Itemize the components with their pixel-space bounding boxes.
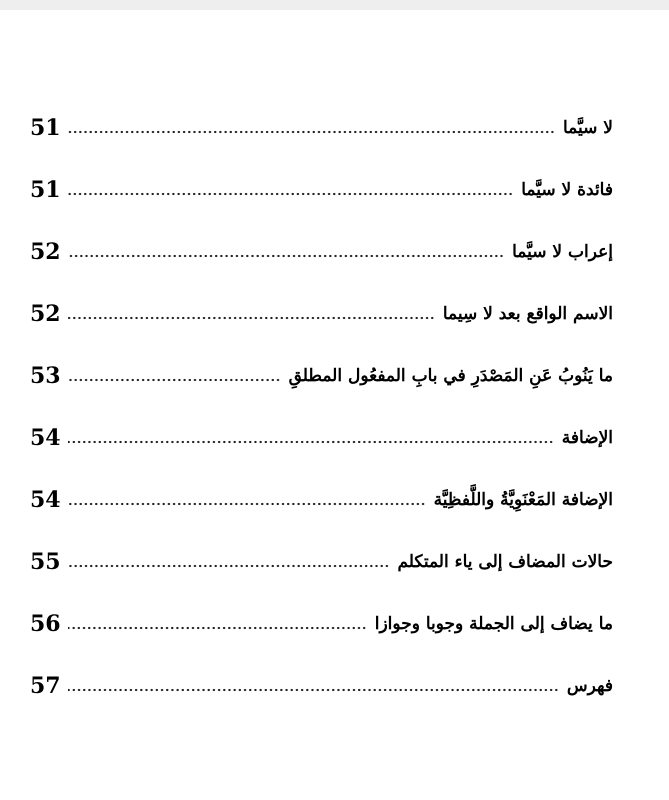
dot-leader <box>68 118 555 138</box>
toc-page-number: 52 <box>30 301 61 327</box>
toc-entry-title: حالات المضاف إلى ياء المتكلم <box>397 552 613 572</box>
toc-page-number: 57 <box>30 673 61 699</box>
toc-entry[interactable] <box>30 407 613 469</box>
top-bar <box>0 0 669 10</box>
toc-entry-title: ما يضاف إلى الجملة وجوبا وجوازا <box>374 614 613 634</box>
toc-entry-title: فائدة لا سيَّما <box>521 180 613 200</box>
toc-page-number: 53 <box>30 363 61 389</box>
dot-leader <box>68 490 426 510</box>
dot-leader <box>68 552 389 572</box>
toc-page-number: 52 <box>30 239 61 265</box>
toc-page-number: 51 <box>30 115 61 141</box>
dot-leader <box>68 180 513 200</box>
toc-entry[interactable] <box>30 221 613 283</box>
toc-entry[interactable] <box>30 283 613 345</box>
toc-entry-title: الإضافة المَعْنَوِيَّةُ واللَّفظِيَّة <box>433 490 613 510</box>
toc-entry[interactable] <box>30 345 613 407</box>
dot-leader <box>68 304 435 324</box>
toc-entry[interactable] <box>30 593 613 655</box>
toc-entry[interactable] <box>30 531 613 593</box>
toc-page-number: 54 <box>30 487 61 513</box>
toc-entry-title: فهرس <box>566 676 613 696</box>
dot-leader <box>68 614 367 634</box>
dot-leader <box>68 242 504 262</box>
toc-entry[interactable] <box>30 97 613 159</box>
toc-entry-title: لا سيَّما <box>563 118 613 138</box>
toc-entry[interactable] <box>30 655 613 717</box>
toc-entry-title: إعراب لا سيَّما <box>512 242 613 262</box>
toc-page-number: 51 <box>30 177 61 203</box>
toc-page-number: 55 <box>30 549 61 575</box>
dot-leader <box>68 366 281 386</box>
toc-entry-title: الاسم الواقع بعد لا سِيما <box>442 304 613 324</box>
dot-leader <box>68 428 554 448</box>
toc-page-number: 54 <box>30 425 61 451</box>
dot-leader <box>68 676 559 696</box>
table-of-contents <box>0 97 669 717</box>
toc-entry[interactable] <box>30 159 613 221</box>
toc-entry-title: ما يَنُوبُ عَنِ المَصْدَرِ في بابِ المفعُول المطلقِ <box>288 366 613 386</box>
toc-entry-title: الإضافة <box>561 428 613 448</box>
toc-page-number: 56 <box>30 611 61 637</box>
toc-entry[interactable] <box>30 469 613 531</box>
